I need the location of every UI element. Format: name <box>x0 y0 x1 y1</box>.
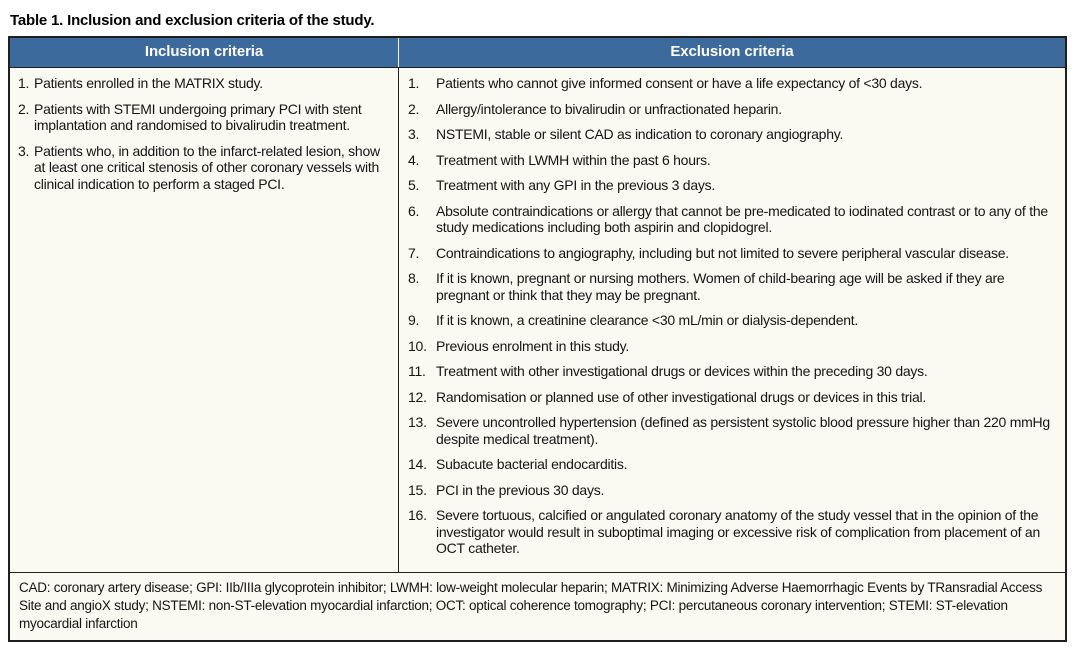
list-item: Patients who, in addition to the infarct-related lesion, show at least one critical stenosis of other coronary vessels with clinical indication to perform a staged PCI. <box>34 142 380 192</box>
exclusion-criteria-list <box>408 75 1059 557</box>
table-title: Table 1. Inclusion and exclusion criteria of the study. <box>10 12 375 29</box>
list-item: Treatment with LWMH within the past 6 hours. <box>436 151 711 168</box>
list-item: If it is known, a creatinine clearance <30 mL/min or dialysis-dependent. <box>436 312 859 328</box>
list-item: Previous enrolment in this study. <box>436 337 630 354</box>
criteria-table <box>8 36 1067 642</box>
table-body-row <box>10 68 1065 572</box>
list-item: Patients with STEMI undergoing primary PCI with stent implantation and randomised to bivalirudin treatment. <box>34 100 362 133</box>
list-item: Treatment with any GPI in the previous 3 days. <box>436 177 716 193</box>
inclusion-criteria-list <box>18 75 392 192</box>
list-item: PCI in the previous 30 days. <box>436 481 605 498</box>
list-item: Contraindications to angiography, including but not limited to severe peripheral vascular disease. <box>436 244 1009 261</box>
list-item: If it is known, pregnant or nursing mothers. Women of child-bearing age will be asked if they are pregnant or think that they may be pregnant. <box>436 270 1005 303</box>
list-item: Treatment with other investigational drugs or devices within the preceding 30 days. <box>436 363 928 379</box>
inclusion-criteria-header: Inclusion criteria <box>10 38 399 67</box>
list-item: Absolute contraindications or allergy that cannot be pre-medicated to iodinated contrast or to any of the study medications including both aspirin and clopidogrel. <box>436 202 1048 235</box>
exclusion-criteria-cell <box>399 68 1065 572</box>
list-item: Allergy/intolerance to bivalirudin or unfractionated heparin. <box>436 100 782 117</box>
list-item: NSTEMI, stable or silent CAD as indication to coronary angiography. <box>436 126 844 142</box>
exclusion-criteria-header: Exclusion criteria <box>670 43 794 60</box>
list-item: Patients enrolled in the MATRIX study. <box>34 75 263 91</box>
list-item: Subacute bacterial endocarditis. <box>436 456 628 472</box>
table-footnote: CAD: coronary artery disease; GPI: IIb/IIIa glycoprotein inhibitor; LWMH: low-weight molecular heparin; MATRIX: Minimizing Adverse Haemorrhagic Events by TRansradial Access Site and angioX study; NSTEMI: non-ST-elevation myocardial infarction; OCT: optical coherence tomography; PCI: percutaneous coronary intervention; STEMI: ST-elevation myocardial infarction <box>10 572 1065 640</box>
table-header-row <box>10 38 1065 68</box>
list-item: Patients who cannot give informed consent or have a life expectancy of <30 days. <box>436 75 923 91</box>
list-item: Severe tortuous, calcified or angulated coronary anatomy of the study vessel that in the opinion of the investigator would result in suboptimal imaging or excessive risk of complication from placement of an OCT catheter. <box>436 507 1041 556</box>
inclusion-criteria-cell <box>10 68 399 572</box>
list-item: Severe uncontrolled hypertension (defined as persistent systolic blood pressure higher than 220 mmHg despite medical treatment). <box>436 414 1050 447</box>
list-item: Randomisation or planned use of other investigational drugs or devices in this trial. <box>436 388 927 405</box>
